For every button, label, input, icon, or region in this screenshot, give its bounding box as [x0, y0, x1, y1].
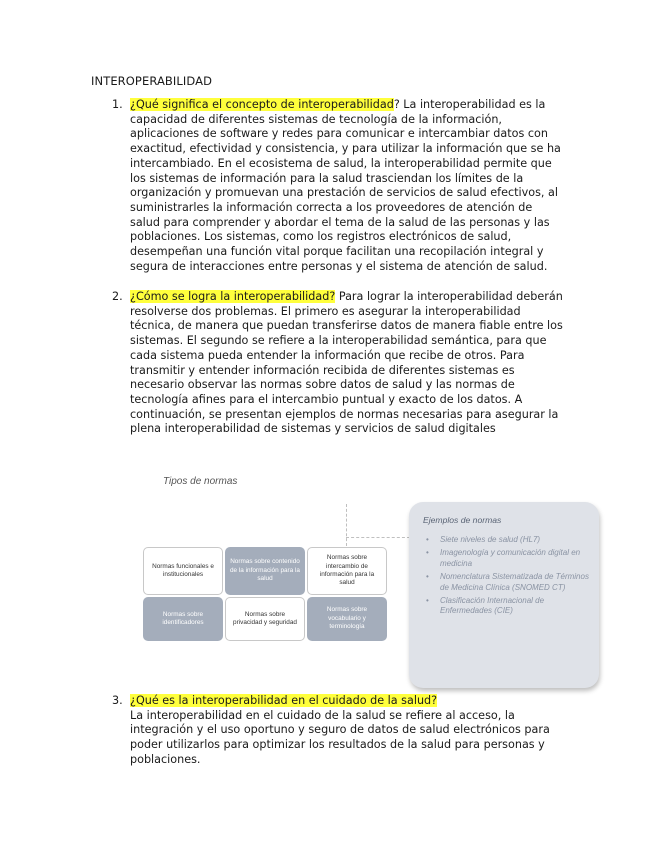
question-heading-3: ¿Qué es la interoperabilidad en el cuidado de la salud? [130, 694, 438, 707]
question-heading-1: ¿Qué significa el concepto de interoperabilidad [130, 98, 394, 111]
bullet-icon: • [426, 548, 429, 558]
norm-box-functional: Normas funcionales e institucionales [143, 547, 223, 595]
norm-box-vocabulary: Normas sobre vocabulario y terminología [307, 597, 387, 641]
norm-box-exchange: Normas sobre intercambio de información para la salud [307, 547, 387, 595]
list-number: 1. [112, 98, 123, 111]
question-item-3 [112, 694, 564, 768]
bullet-icon: • [426, 596, 429, 606]
norm-box-identifiers: Normas sobre identificadores [143, 597, 223, 641]
document-title: INTEROPERABILIDAD [91, 74, 213, 88]
example-item: • Nomenclatura Sistematizada de Términos de Medicina Clínica (SNOMED CT) [426, 572, 589, 592]
list-number: 3. [112, 694, 123, 707]
question-item-2 [112, 290, 564, 437]
examples-list [423, 535, 589, 617]
norm-box-content: Normas sobre contenido de la información para la salud [225, 547, 305, 595]
question-item-1 [112, 98, 564, 274]
dashed-connector [346, 504, 347, 546]
dashed-connector [346, 537, 410, 538]
question-heading-2: ¿Cómo se logra la interoperabilidad? [130, 290, 336, 303]
example-item: • Clasificación Internacional de Enfermedades (CIE) [426, 596, 545, 616]
answer-text-1: ? La interoperabilidad es la capacidad de diferentes sistemas de tecnología de la información, aplicaciones de software y redes para comunicar e intercambiar datos con exactitud, efectividad y consistencia, y para utilizar la información que se ha intercambiado. En el ecosistema de salud, la interoperabilidad permite que los sistemas de información para la salud trasciendan los límites de la organización y promuevan una prestación de servicios de salud efectivos, al suministrarles la información correcta a los proveedores de atención de salud para comprender y abordar el tema de la salud de las personas y las poblaciones. Los sistemas, como los registros electrónicos de salud, desempeñan una función vital porque facilitan una recopilación integral y segura de interacciones entre personas y el sistema de atención de salud. [130, 98, 561, 273]
example-item: • Siete niveles de salud (HL7) [426, 535, 541, 544]
examples-title: Ejemplos de normas [423, 515, 502, 525]
answer-text-3: La interoperabilidad en el cuidado de la salud se refiere al acceso, la integración y el uso oportuno y seguro de datos de salud electrónicos para poder utilizarlos para optimizar los resultados de la salud para personas y poblaciones. [130, 708, 550, 766]
norm-box-privacy: Normas sobre privacidad y seguridad [225, 597, 305, 641]
bullet-icon: • [426, 535, 429, 544]
bullet-icon: • [426, 572, 429, 582]
answer-text-2: Para lograr la interoperabilidad deberán resolverse dos problemas. El primero es asegurar la interoperabilidad técnica, de manera que puedan transferirse datos de manera fiable entre los sistemas. El segundo se refiere a la interoperabilidad semántica, para que cada sistema pueda entender la información que recibe de otros. Para transmitir y entender información recibida de diferentes sistemas es necesario observar las normas sobre datos de salud y las normas de tecnología afines para el intercambio puntual y exacto de los datos. A continuación, se presentan ejemplos de normas necesarias para asegurar la plena interoperabilidad de sistemas y servicios de salud digitales [130, 290, 563, 436]
example-item: • Imagenología y comunicación digital en medicina [426, 548, 581, 568]
list-number: 2. [112, 290, 123, 303]
examples-panel [409, 502, 599, 688]
figure-title: Tipos de normas [163, 476, 238, 487]
